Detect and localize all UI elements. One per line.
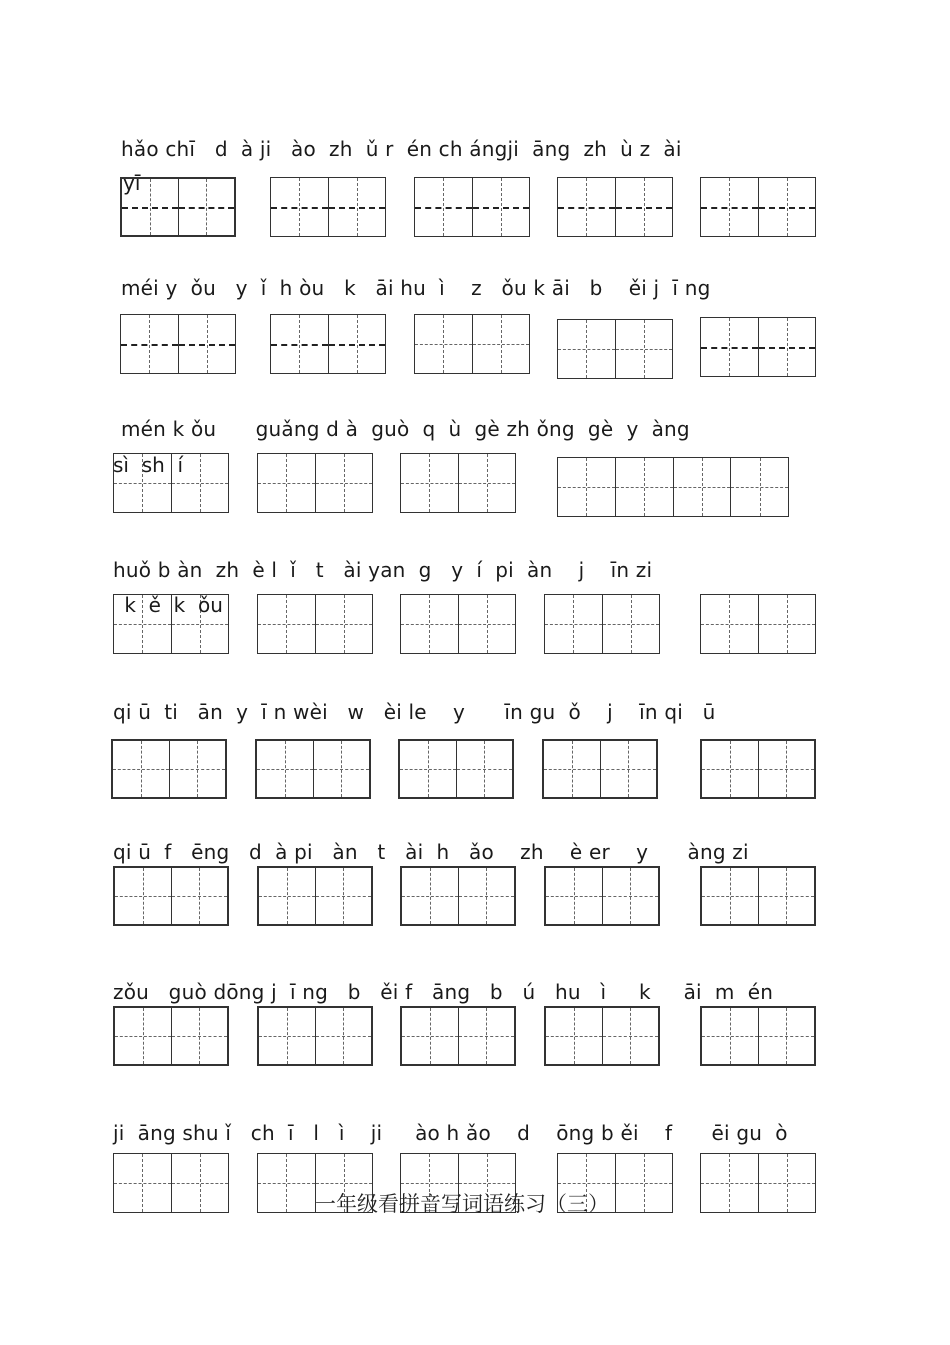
writing-box-5-1[interactable] <box>111 739 227 799</box>
pinyin-line-7: zǒu guò dōng j ī ng b ěi f āng b ú hu ì k āi m én <box>113 980 774 1004</box>
writing-box-2-1[interactable] <box>120 314 236 374</box>
writing-box-1-3[interactable] <box>414 177 530 237</box>
pinyin-overlay-4: k ě k ǒu <box>118 593 223 617</box>
worksheet-title: 一年级看拼音写词语练习（三） <box>315 1192 609 1216</box>
writing-box-6-5[interactable] <box>700 866 816 926</box>
writing-box-6-4[interactable] <box>544 866 660 926</box>
writing-box-7-2[interactable] <box>257 1006 373 1066</box>
writing-box-2-4[interactable] <box>557 319 673 379</box>
writing-box-5-5[interactable] <box>700 739 816 799</box>
writing-box-2-5[interactable] <box>700 317 816 377</box>
writing-box-6-3[interactable] <box>400 866 516 926</box>
writing-box-4-3[interactable] <box>400 594 516 654</box>
writing-box-1-5[interactable] <box>700 177 816 237</box>
writing-box-3-4[interactable] <box>557 457 789 517</box>
writing-box-4-2[interactable] <box>257 594 373 654</box>
writing-box-7-3[interactable] <box>400 1006 516 1066</box>
pinyin-line-4: huǒ b àn zh è l ǐ t ài yan g y í pi àn j īn zi <box>113 558 653 582</box>
pinyin-line-3: mén k ǒu guǎng d à guò q ù gè zh ǒng gè y àng <box>121 417 690 441</box>
writing-box-8-5[interactable] <box>700 1153 816 1213</box>
writing-box-1-4[interactable] <box>557 177 673 237</box>
writing-box-2-3[interactable] <box>414 314 530 374</box>
writing-box-4-4[interactable] <box>544 594 660 654</box>
pinyin-line-8: ji āng shu ǐ ch ī l ì ji ào h ǎo d ōng b ěi f ēi gu ò <box>113 1121 788 1145</box>
writing-box-1-2[interactable] <box>270 177 386 237</box>
pinyin-overlay-1: yī <box>123 171 141 195</box>
writing-box-7-5[interactable] <box>700 1006 816 1066</box>
writing-box-7-1[interactable] <box>113 1006 229 1066</box>
writing-box-3-2[interactable] <box>257 453 373 513</box>
writing-box-5-4[interactable] <box>542 739 658 799</box>
writing-box-7-4[interactable] <box>544 1006 660 1066</box>
pinyin-line-6: qi ū f ēng d à pi àn t ài h ǎo zh è er y àng zi <box>113 840 749 864</box>
pinyin-line-2: méi y ǒu y ǐ h òu k āi hu ì z ǒu k āi b ěi j ī ng <box>121 276 711 300</box>
pinyin-line-1: hǎo chī d à ji ào zh ǔ r én ch ángji āng zh ù z ài <box>121 137 682 161</box>
writing-box-3-3[interactable] <box>400 453 516 513</box>
writing-box-8-1[interactable] <box>113 1153 229 1213</box>
writing-box-5-2[interactable] <box>255 739 371 799</box>
pinyin-overlay-3: sì sh í <box>113 453 184 477</box>
writing-box-6-1[interactable] <box>113 866 229 926</box>
writing-box-5-3[interactable] <box>398 739 514 799</box>
writing-box-2-2[interactable] <box>270 314 386 374</box>
pinyin-line-5: qi ū ti ān y ī n wèi w èi le y īn gu ǒ j īn qi ū <box>113 700 716 724</box>
writing-box-4-5[interactable] <box>700 594 816 654</box>
writing-box-6-2[interactable] <box>257 866 373 926</box>
